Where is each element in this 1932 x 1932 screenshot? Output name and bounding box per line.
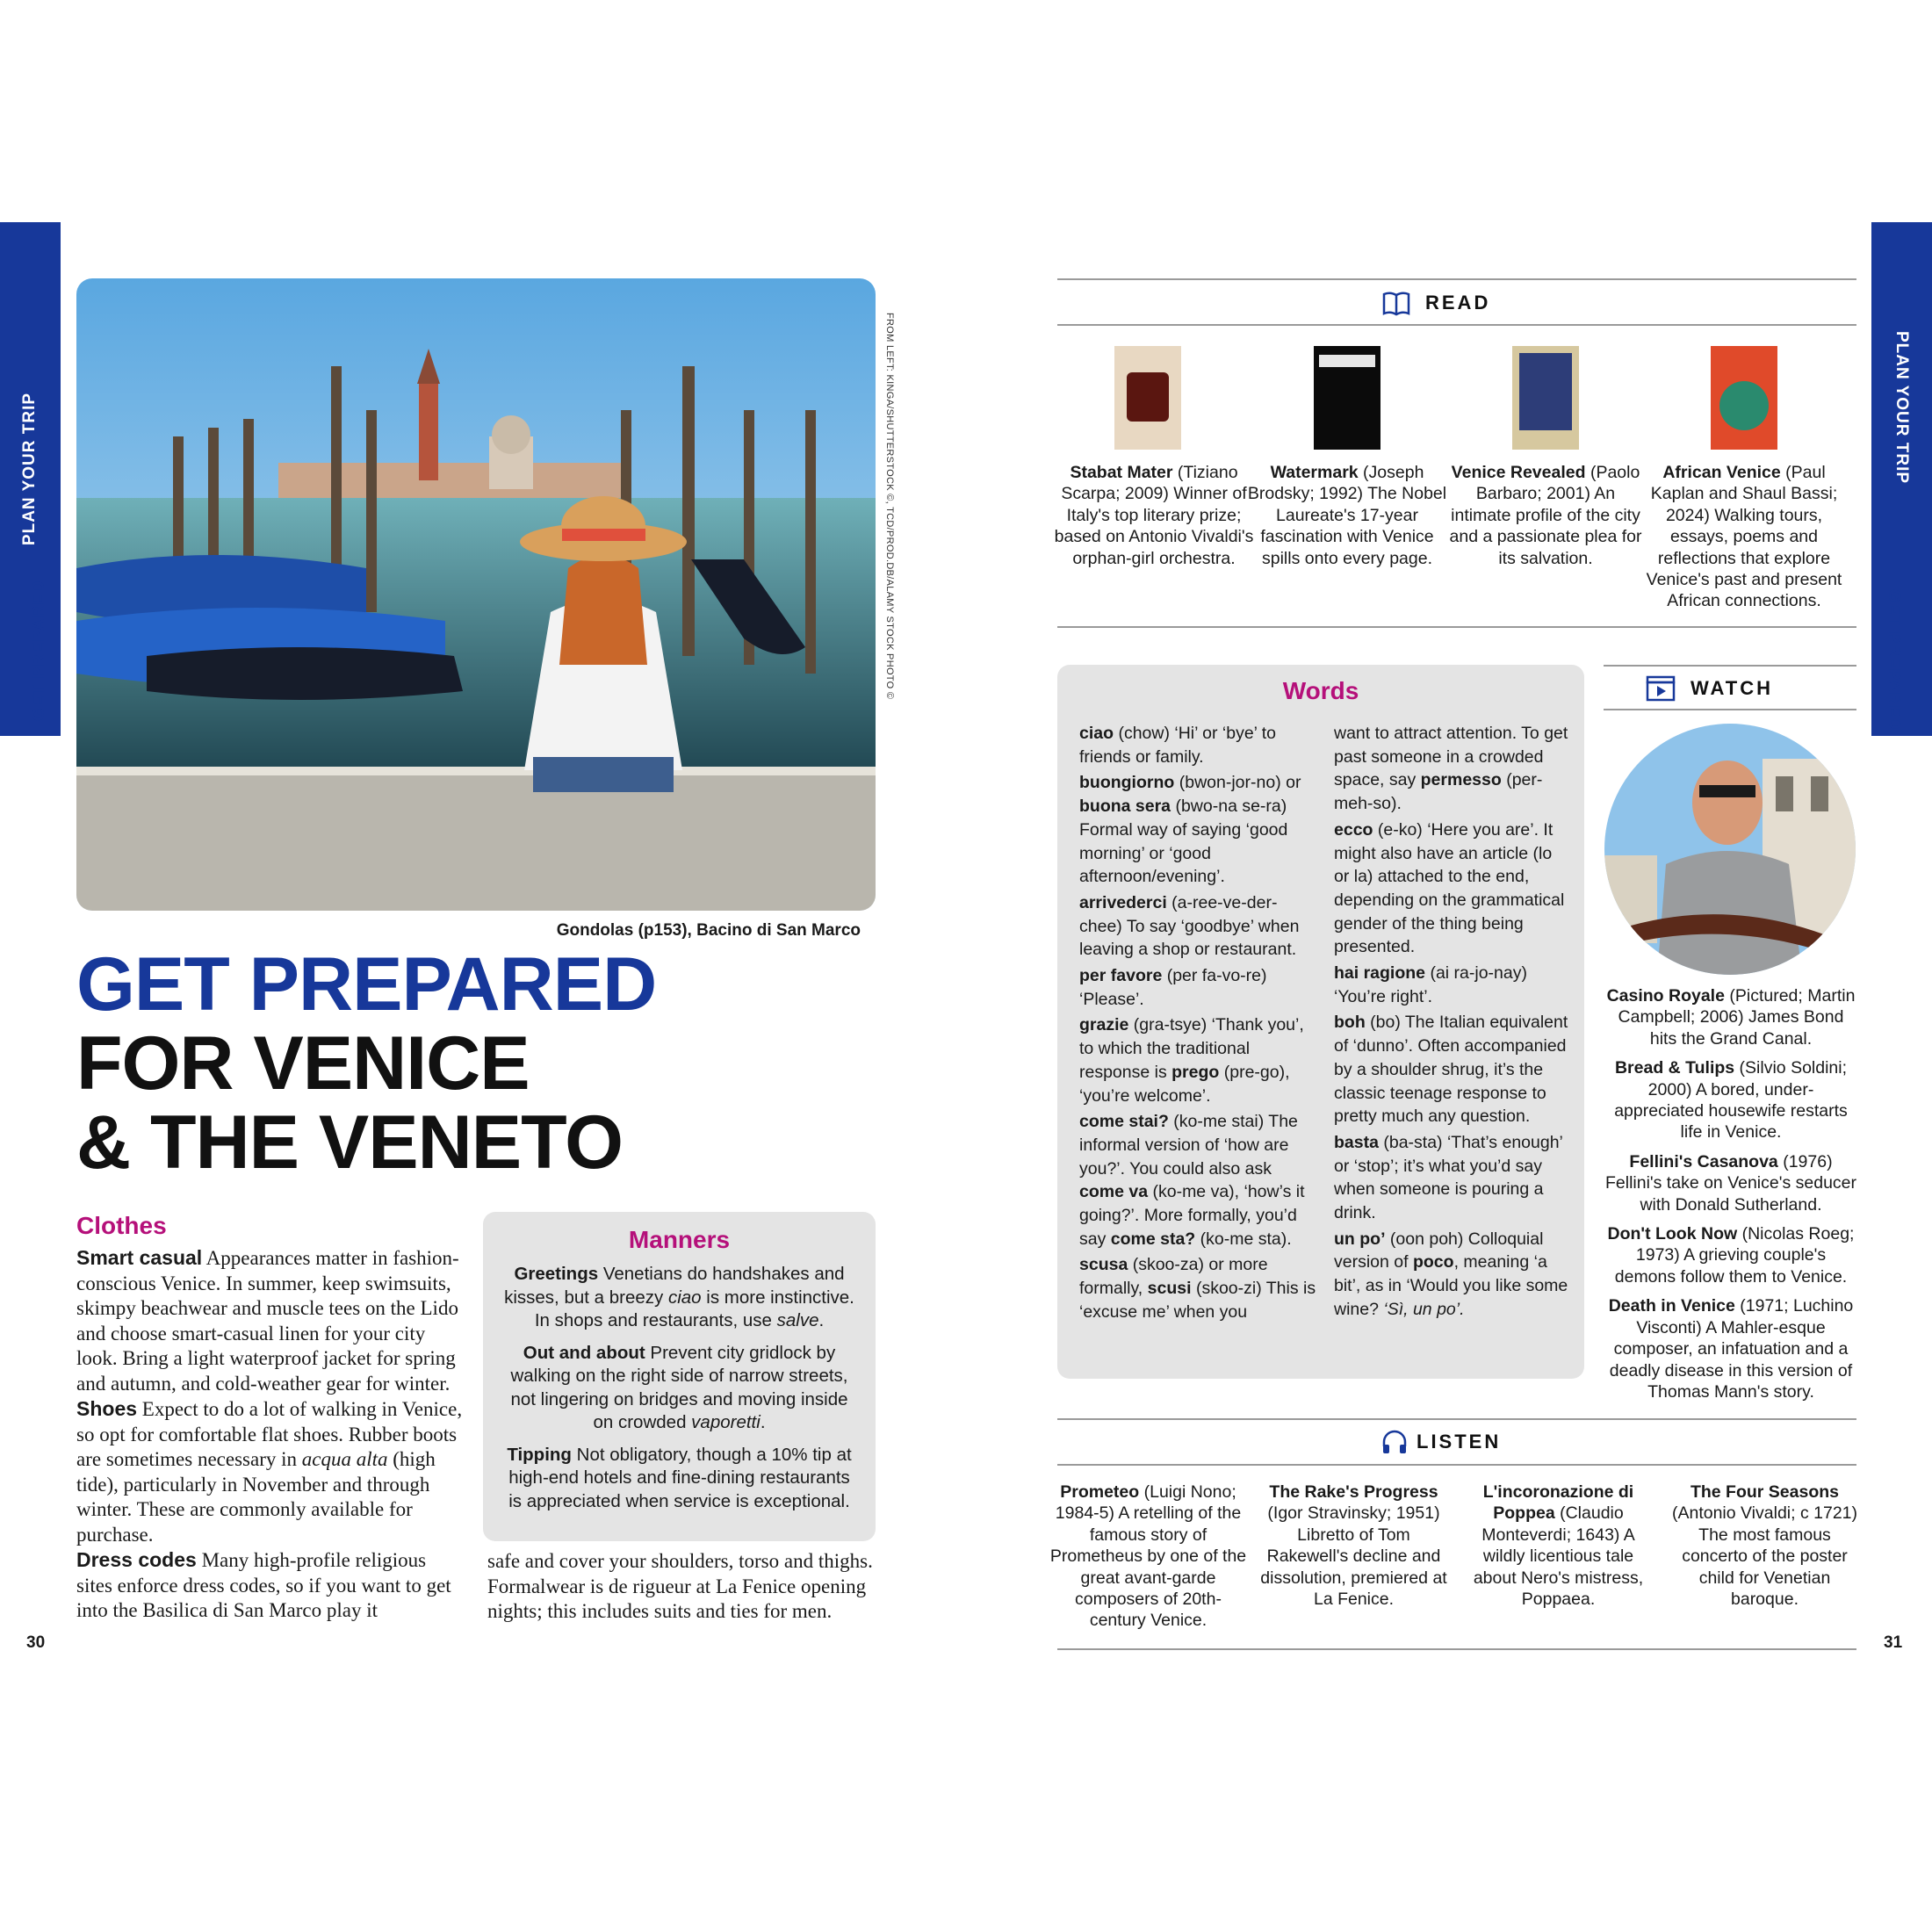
- manners-item-tipping: Tipping Not obligatory, though a 10% tip at high-end hotels and fine-dining restaurants is appreciated when service is exceptional.: [507, 1444, 852, 1511]
- read-bottom-rule: [1057, 626, 1856, 628]
- book-icon: [1382, 291, 1410, 321]
- listen-heading: LISTEN: [1417, 1431, 1502, 1453]
- clothes-item-shoes: Shoes Expect to do a lot of walking in Venice, so opt for comfortable flat shoes. Rubber boots are sometimes necessary in acqua alta (high tide), particularly in November and through winter. These are commonly available for purchase.: [76, 1397, 463, 1546]
- listen-top-rule: [1057, 1418, 1856, 1420]
- manners-item-out-and-about: Out and about Prevent city gridlock by walking on the right side of narrow streets, not lingering on bridges and moving inside on crowded vaporetti.: [510, 1342, 848, 1432]
- book-cover-venice-revealed: [1512, 346, 1579, 450]
- words-entry: want to attract attention. To get past someone in a crowded space, say permesso (per-meh-so).: [1334, 724, 1568, 814]
- words-entry: arrivederci (a-ree-ve-der-chee) To say ‘goodbye’ when leaving a shop or restaurant.: [1079, 892, 1300, 960]
- clothes-section: [76, 1212, 463, 1624]
- book-african-venice: African Venice (Paul Kaplan and Shaul Bassi; 2024) Walking tours, essays, poems and reflections that explore Venice's past and present African connections.: [1646, 463, 1842, 611]
- words-entry: come stai? (ko-me stai) The informal version of ‘how are you?’. You could also ask come va (ko-me va), ‘how’s it going?’. More formally, you’d say come sta? (ko-me sta).: [1079, 1112, 1305, 1249]
- listen-bottom-rule: [1057, 1648, 1856, 1650]
- page-title-line2: FOR VENICE: [76, 1021, 530, 1106]
- casino-royale-still: [1604, 724, 1856, 975]
- read-top-rule: [1057, 278, 1856, 280]
- film-fellinis-casanova: Fellini's Casanova (1976) Fellini's take on Venice's seducer with Donald Sutherland.: [1604, 1151, 1857, 1215]
- film-casino-royale: Casino Royale (Pictured; Martin Campbell; 2006) James Bond hits the Grand Canal.: [1606, 986, 1856, 1049]
- watch-list: [1604, 985, 1858, 1410]
- get-prepared-tab-label: GET PREPARED: [30, 580, 48, 721]
- words-entry: un po’ (oon poh) Colloquial version of poco, meaning ‘a bit’, as in ‘Would you like some wine? ‘Sì, un po’.: [1334, 1229, 1568, 1319]
- photo-caption: Gondolas (p153), Bacino di San Marco: [556, 921, 861, 940]
- words-entry: scusa (skoo-za) or more formally, scusi (skoo-zi) This is ‘excuse me’ when you: [1079, 1255, 1316, 1322]
- clapperboard-icon: [1646, 674, 1676, 706]
- words-entry: per favore (per fa-vo-re) ‘Please’.: [1079, 966, 1267, 1009]
- words-column-2: [1334, 722, 1571, 1324]
- book-cover-african-venice: [1711, 346, 1777, 450]
- page-title-line1: GET PREPARED: [76, 942, 657, 1027]
- get-prepared-tab-label-right: GET PREPARED: [1885, 589, 1903, 731]
- page-title-line3: & THE VENETO: [76, 1100, 623, 1185]
- listen-incoronazione-di-poppea: L'incoronazione di Poppea (Claudio Monteverdi; 1643) A wildly licentious tale about Nero's mistress, Poppaea.: [1473, 1482, 1644, 1610]
- photo-credit: FROM LEFT: KINGA/SHUTTERSTOCK ©, TCD/PROD.DB/ALAMY STOCK PHOTO ©: [884, 313, 895, 700]
- film-bread-and-tulips: Bread & Tulips (Silvio Soldini; 2000) A bored, under-appreciated housewife restarts life in Venice.: [1614, 1058, 1848, 1143]
- words-entry: ecco (e-ko) ‘Here you are’. It might also have an article (lo or la) attached to the end, depending on the grammatical gender of the thing being presented.: [1334, 819, 1565, 957]
- listen-heading-rule: [1057, 1464, 1856, 1466]
- clothes-continued: safe and cover your shoulders, torso and thighs. Formalwear is de rigueur at La Fenice opening nights; this includes suits and ties for men.: [487, 1550, 873, 1622]
- listen-prometeo: Prometeo (Luigi Nono; 1984-5) A retelling of the famous story of Prometheus by one of the great avant-garde composers of 20th-century Venice.: [1049, 1482, 1247, 1631]
- words-column-1: [1079, 722, 1316, 1327]
- watch-top-rule: [1604, 665, 1856, 667]
- words-entry: hai ragione (ai ra-jo-nay) ‘You’re right’.: [1334, 963, 1527, 1006]
- watch-heading-rule: [1604, 709, 1856, 710]
- clothes-heading: Clothes: [76, 1212, 167, 1239]
- manners-item-greetings: Greetings Venetians do handshakes and kisses, but a breezy ciao is more instinctive. In shops and restaurants, use salve.: [504, 1264, 854, 1330]
- plan-your-trip-tab-label-right: PLAN YOUR TRIP: [1892, 330, 1911, 485]
- plan-your-trip-tab-label: PLAN YOUR TRIP: [20, 392, 39, 546]
- words-entry: basta (ba-sta) ‘That’s enough’ or ‘stop’; it’s what you’d say when someone is pouring a drink.: [1334, 1132, 1563, 1223]
- headphones-icon: [1381, 1429, 1409, 1460]
- page-number-right: 31: [1884, 1633, 1903, 1652]
- words-heading: Words: [1282, 677, 1359, 704]
- clothes-item-smart-casual: Smart casual Appearances matter in fashion-conscious Venice. In summer, keep swimsuits, skimpy beachwear and muscle tees on the Lido and choose smart-casual linen for your city look. Bring a light waterproof jacket for spring and autumn, and cold-weather gear for winter.: [76, 1246, 459, 1395]
- film-death-in-venice: Death in Venice (1971; Luchino Visconti) A Mahler-esque composer, an infatuation and a deadly disease in this version of Thomas Mann's story.: [1608, 1296, 1854, 1402]
- book-stabat-mater: Stabat Mater (Tiziano Scarpa; 2009) Winner of Italy's top literary prize; based on Antonio Vivaldi's orphan-girl orchestra.: [1054, 463, 1254, 568]
- book-cover-stabat-mater: [1114, 346, 1181, 450]
- listen-four-seasons: The Four Seasons (Antonio Vivaldi; c 1721) The most famous concerto of the poster child for Venetian baroque.: [1671, 1482, 1857, 1610]
- manners-heading: Manners: [628, 1226, 731, 1253]
- words-entry: boh (bo) The Italian equivalent of ‘dunno’. Often accompanied by a shoulder shrug, it’s the classic teenage response to pretty much any question.: [1334, 1013, 1568, 1127]
- words-entry: ciao (chow) ‘Hi’ or ‘bye’ to friends or family.: [1079, 724, 1276, 767]
- words-box: [1057, 665, 1584, 1379]
- watch-heading: WATCH: [1690, 677, 1774, 699]
- book-watermark: Watermark (Joseph Brodsky; 1992) The Nobel Laureate's 17-year fascination with Venice spills onto every page.: [1247, 463, 1447, 568]
- manners-box: [483, 1212, 876, 1541]
- listen-rakes-progress: The Rake's Progress (Igor Stravinsky; 1951) Libretto of Tom Rakewell's decline and dissolution, premiered at La Fenice.: [1260, 1482, 1447, 1610]
- words-entry: buongiorno (bwon-jor-no) or buona sera (bwo-na se-ra) Formal way of saying ‘good morning’ or ‘good afternoon/evening’.: [1079, 773, 1301, 887]
- clothes-item-dress-codes: Dress codes Many high-profile religious sites enforce dress codes, so if you want to get into the Basilica di San Marco play it: [76, 1548, 451, 1621]
- words-entry: grazie (gra-tsye) ‘Thank you’, to which the traditional response is prego (pre-go), ‘you’re welcome’.: [1079, 1015, 1304, 1106]
- read-heading: READ: [1425, 292, 1491, 314]
- book-venice-revealed: Venice Revealed (Paolo Barbaro; 2001) An intimate profile of the city and a passionate plea for its salvation.: [1449, 463, 1642, 568]
- page-number-left: 30: [26, 1633, 46, 1652]
- clothes-body: [76, 1245, 463, 1624]
- read-heading-rule: [1057, 324, 1856, 326]
- book-cover-watermark: [1314, 346, 1381, 450]
- gondolas-photo: [76, 278, 876, 911]
- film-dont-look-now: Don't Look Now (Nicolas Roeg; 1973) A grieving couple's demons follow them to Venice.: [1607, 1224, 1855, 1287]
